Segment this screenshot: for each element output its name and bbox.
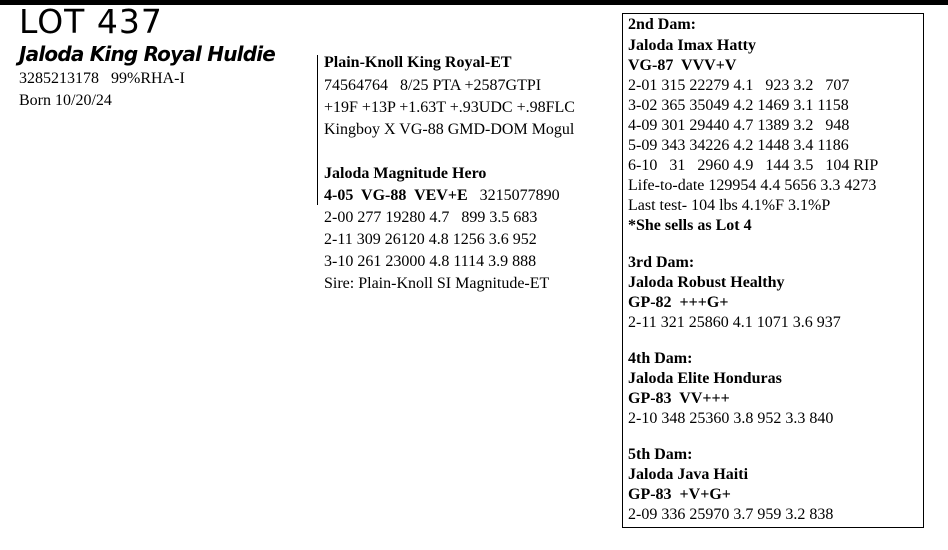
- sire-info-line: +19F +13P +1.63T +.93UDC +.98FLC: [324, 99, 575, 116]
- sire-info-line: Kingboy X VG-88 GMD-DOM Mogul: [324, 121, 575, 138]
- second-dam-last-test: Last test- 104 lbs 4.1%F 3.1%P: [628, 197, 831, 214]
- second-dam-record: 2-01 315 22279 4.1 923 3.2 707: [628, 77, 850, 94]
- fourth-dam-heading: 4th Dam:: [628, 350, 693, 367]
- second-dam-record: 4-09 301 29440 4.7 1389 3.2 948: [628, 117, 850, 134]
- third-dam-heading: 3rd Dam:: [628, 254, 695, 271]
- fifth-dam-name: Jaloda Java Haiti: [628, 466, 749, 483]
- dam-name: Jaloda Magnitude Hero: [324, 165, 487, 182]
- fifth-dam-classification: GP-83 +V+G+: [628, 486, 731, 503]
- dam-classification: [324, 186, 560, 206]
- sire-info-line: 74564764 8/25 PTA +2587GTPI: [324, 77, 542, 94]
- birth-date: Born 10/20/24: [19, 92, 112, 109]
- lot-title: LOT 437: [19, 2, 163, 41]
- dam-registration: 3215077890: [467, 187, 560, 204]
- dam-record: 2-00 277 19280 4.7 899 3.5 683: [324, 209, 538, 226]
- second-dam-note: *She sells as Lot 4: [628, 217, 752, 234]
- fourth-dam-record: 2-10 348 25360 3.8 952 3.3 840: [628, 410, 834, 427]
- second-dam-record: 5-09 343 34226 4.2 1448 3.4 1186: [628, 137, 849, 154]
- sire-name: Plain-Knoll King Royal-ET: [324, 54, 512, 71]
- second-dam-name: Jaloda Imax Hatty: [628, 37, 756, 54]
- fourth-dam-classification: GP-83 VV+++: [628, 390, 730, 407]
- second-dam-lifetime: Life-to-date 129954 4.4 5656 3.3 4273: [628, 177, 877, 194]
- dam-lineage-box: [622, 13, 924, 528]
- animal-name: Jaloda King Royal Huldie: [19, 42, 276, 66]
- pedigree-bracket: [317, 55, 318, 205]
- dam-score: 4-05 VG-88 VEV+E: [324, 187, 468, 204]
- second-dam-record: 6-10 31 2960 4.9 144 3.5 104 RIP: [628, 157, 879, 174]
- second-dam-heading: 2nd Dam:: [628, 16, 697, 33]
- dam-record: 3-10 261 23000 4.8 1114 3.9 888: [324, 253, 537, 270]
- third-dam-record: 2-11 321 25860 4.1 1071 3.6 937: [628, 314, 841, 331]
- registration-line: 3285213178 99%RHA-I: [19, 70, 185, 87]
- second-dam-record: 3-02 365 35049 4.2 1469 3.1 1158: [628, 97, 849, 114]
- second-dam-classification: VG-87 VVV+V: [628, 57, 737, 74]
- third-dam-name: Jaloda Robust Healthy: [628, 274, 785, 291]
- dam-record: 2-11 309 26120 4.8 1256 3.6 952: [324, 231, 537, 248]
- dam-sire: Sire: Plain-Knoll SI Magnitude-ET: [324, 275, 550, 292]
- third-dam-classification: GP-82 +++G+: [628, 294, 729, 311]
- fifth-dam-record: 2-09 336 25970 3.7 959 3.2 838: [628, 506, 834, 523]
- fourth-dam-name: Jaloda Elite Honduras: [628, 370, 782, 387]
- fifth-dam-heading: 5th Dam:: [628, 446, 693, 463]
